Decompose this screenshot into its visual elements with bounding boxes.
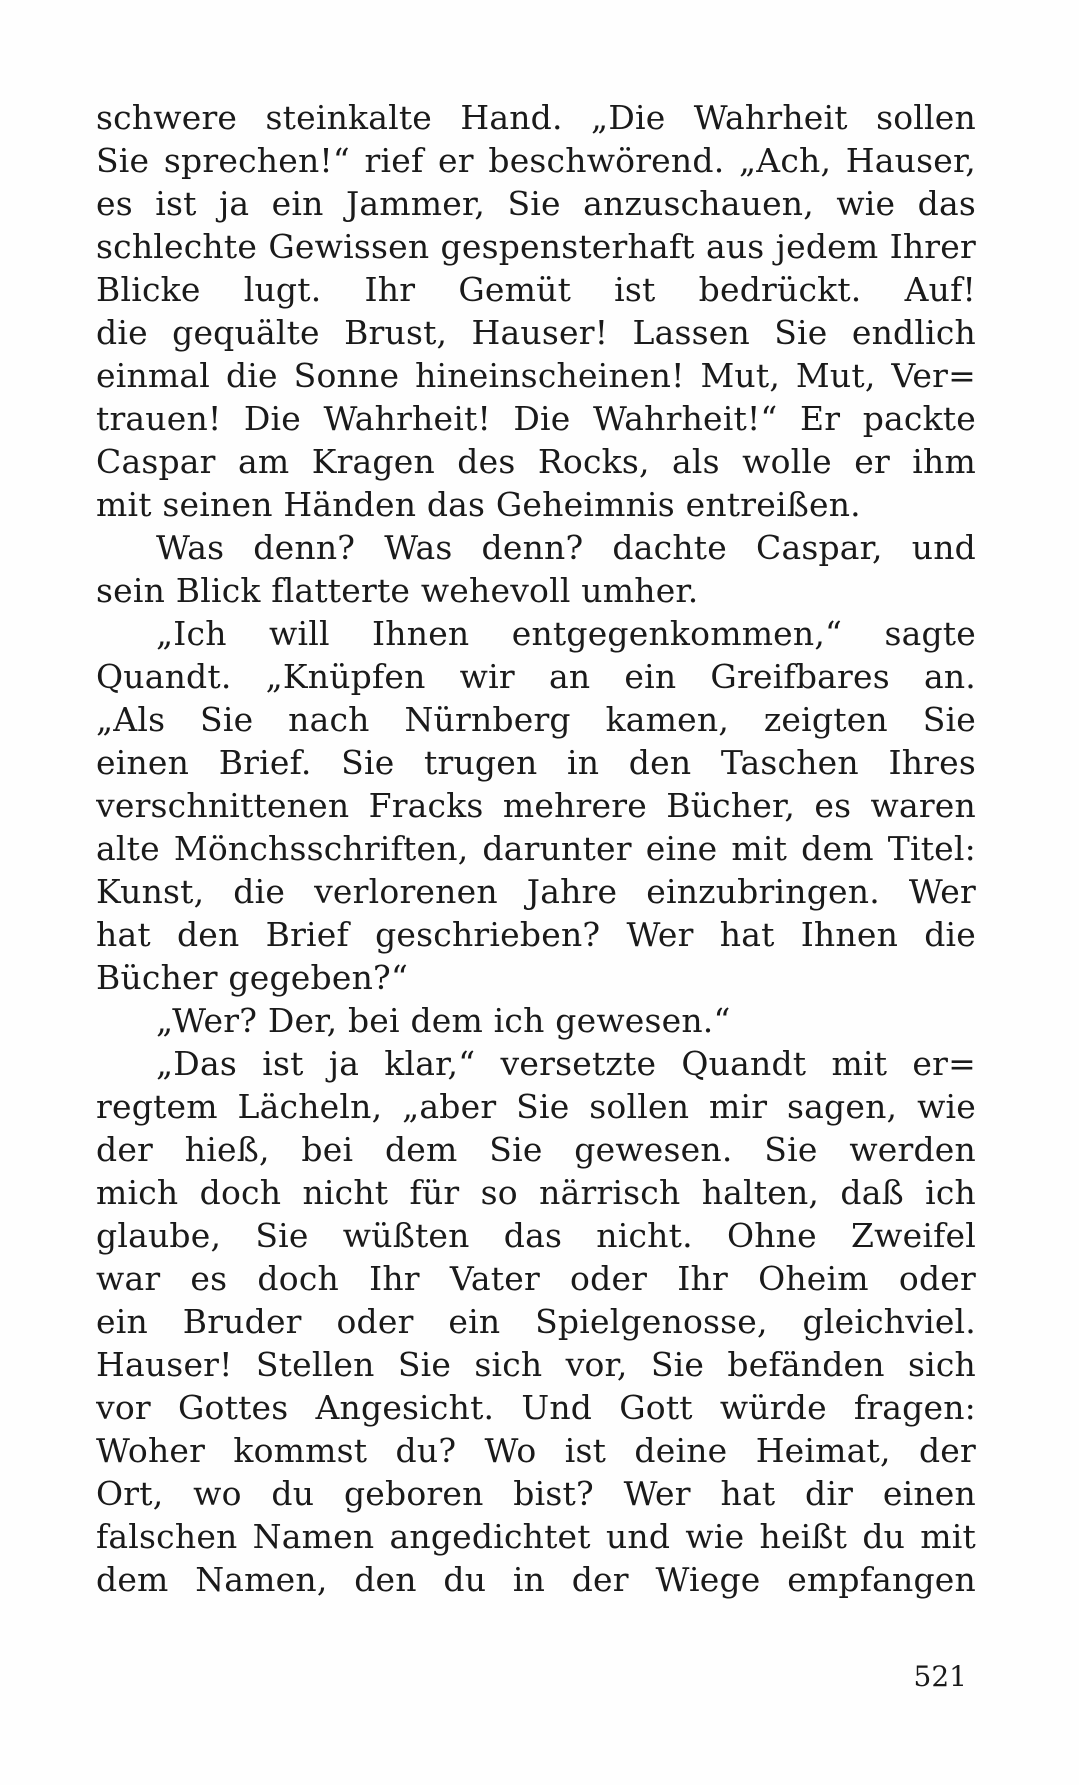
text-line: der hieß, bei dem Sie gewesen. Sie werden bbox=[96, 1130, 976, 1169]
text-line: es ist ja ein Jammer, Sie anzuschauen, wie das bbox=[96, 184, 976, 223]
text-line: „Ich will Ihnen entgegenkommen,“ sagte bbox=[156, 614, 976, 653]
text-line: „Das ist ja klar,“ versetzte Quandt mit er= bbox=[156, 1044, 976, 1083]
text-line: Quandt. „Knüpfen wir an ein Greifbares an. bbox=[96, 657, 976, 696]
text-line: einen Brief. Sie trugen in den Taschen Ihres bbox=[96, 743, 976, 782]
text-line: Kunst, die verlorenen Jahre einzubringen. Wer bbox=[96, 872, 976, 911]
text-line: „Wer? Der, bei dem ich gewesen.“ bbox=[156, 1001, 731, 1040]
body-text bbox=[96, 96, 976, 1601]
text-line: mich doch nicht für so närrisch halten, daß ich bbox=[96, 1173, 976, 1212]
text-line: die gequälte Brust, Hauser! Lassen Sie endlich bbox=[96, 313, 976, 352]
text-line: schlechte Gewissen gespensterhaft aus jedem Ihrer bbox=[96, 227, 976, 266]
text-line: Woher kommst du? Wo ist deine Heimat, der bbox=[96, 1431, 976, 1470]
text-line: Bücher gegeben?“ bbox=[96, 958, 409, 997]
text-line: war es doch Ihr Vater oder Ihr Oheim oder bbox=[96, 1259, 976, 1298]
text-line: Hauser! Stellen Sie sich vor, Sie befänden sich bbox=[96, 1345, 976, 1384]
text-line: glaube, Sie wüßten das nicht. Ohne Zweifel bbox=[96, 1216, 976, 1255]
text-line: alte Mönchsschriften, darunter eine mit dem Titel: bbox=[96, 829, 976, 868]
text-line: falschen Namen angedichtet und wie heißt du mit bbox=[96, 1517, 976, 1556]
text-line: sein Blick flatterte wehevoll umher. bbox=[96, 571, 699, 610]
text-line: „Als Sie nach Nürnberg kamen, zeigten Sie bbox=[96, 700, 976, 739]
text-line: schwere steinkalte Hand. „Die Wahrheit sollen bbox=[96, 98, 976, 137]
text-line: Sie sprechen!“ rief er beschwörend. „Ach, Hauser, bbox=[96, 141, 976, 180]
text-line: regtem Lächeln, „aber Sie sollen mir sagen, wie bbox=[96, 1087, 976, 1126]
text-line: dem Namen, den du in der Wiege empfangen bbox=[96, 1560, 976, 1599]
text-line: verschnittenen Fracks mehrere Bücher, es waren bbox=[96, 786, 976, 825]
text-line: Ort, wo du geboren bist? Wer hat dir einen bbox=[96, 1474, 976, 1513]
text-line: mit seinen Händen das Geheimnis entreißen. bbox=[96, 485, 861, 524]
text-line: einmal die Sonne hineinscheinen! Mut, Mut, Ver= bbox=[96, 356, 976, 395]
text-line: Caspar am Kragen des Rocks, als wolle er ihm bbox=[96, 442, 976, 481]
page-number: 521 bbox=[913, 1660, 967, 1693]
text-line: Was denn? Was denn? dachte Caspar, und bbox=[156, 528, 976, 567]
text-line: vor Gottes Angesicht. Und Gott würde fragen: bbox=[96, 1388, 976, 1427]
text-line: trauen! Die Wahrheit! Die Wahrheit!“ Er packte bbox=[96, 399, 976, 438]
text-line: ein Bruder oder ein Spielgenosse, gleichviel. bbox=[96, 1302, 976, 1341]
text-line: hat den Brief geschrieben? Wer hat Ihnen die bbox=[96, 915, 976, 954]
text-line: Blicke lugt. Ihr Gemüt ist bedrückt. Auf! bbox=[96, 270, 976, 309]
